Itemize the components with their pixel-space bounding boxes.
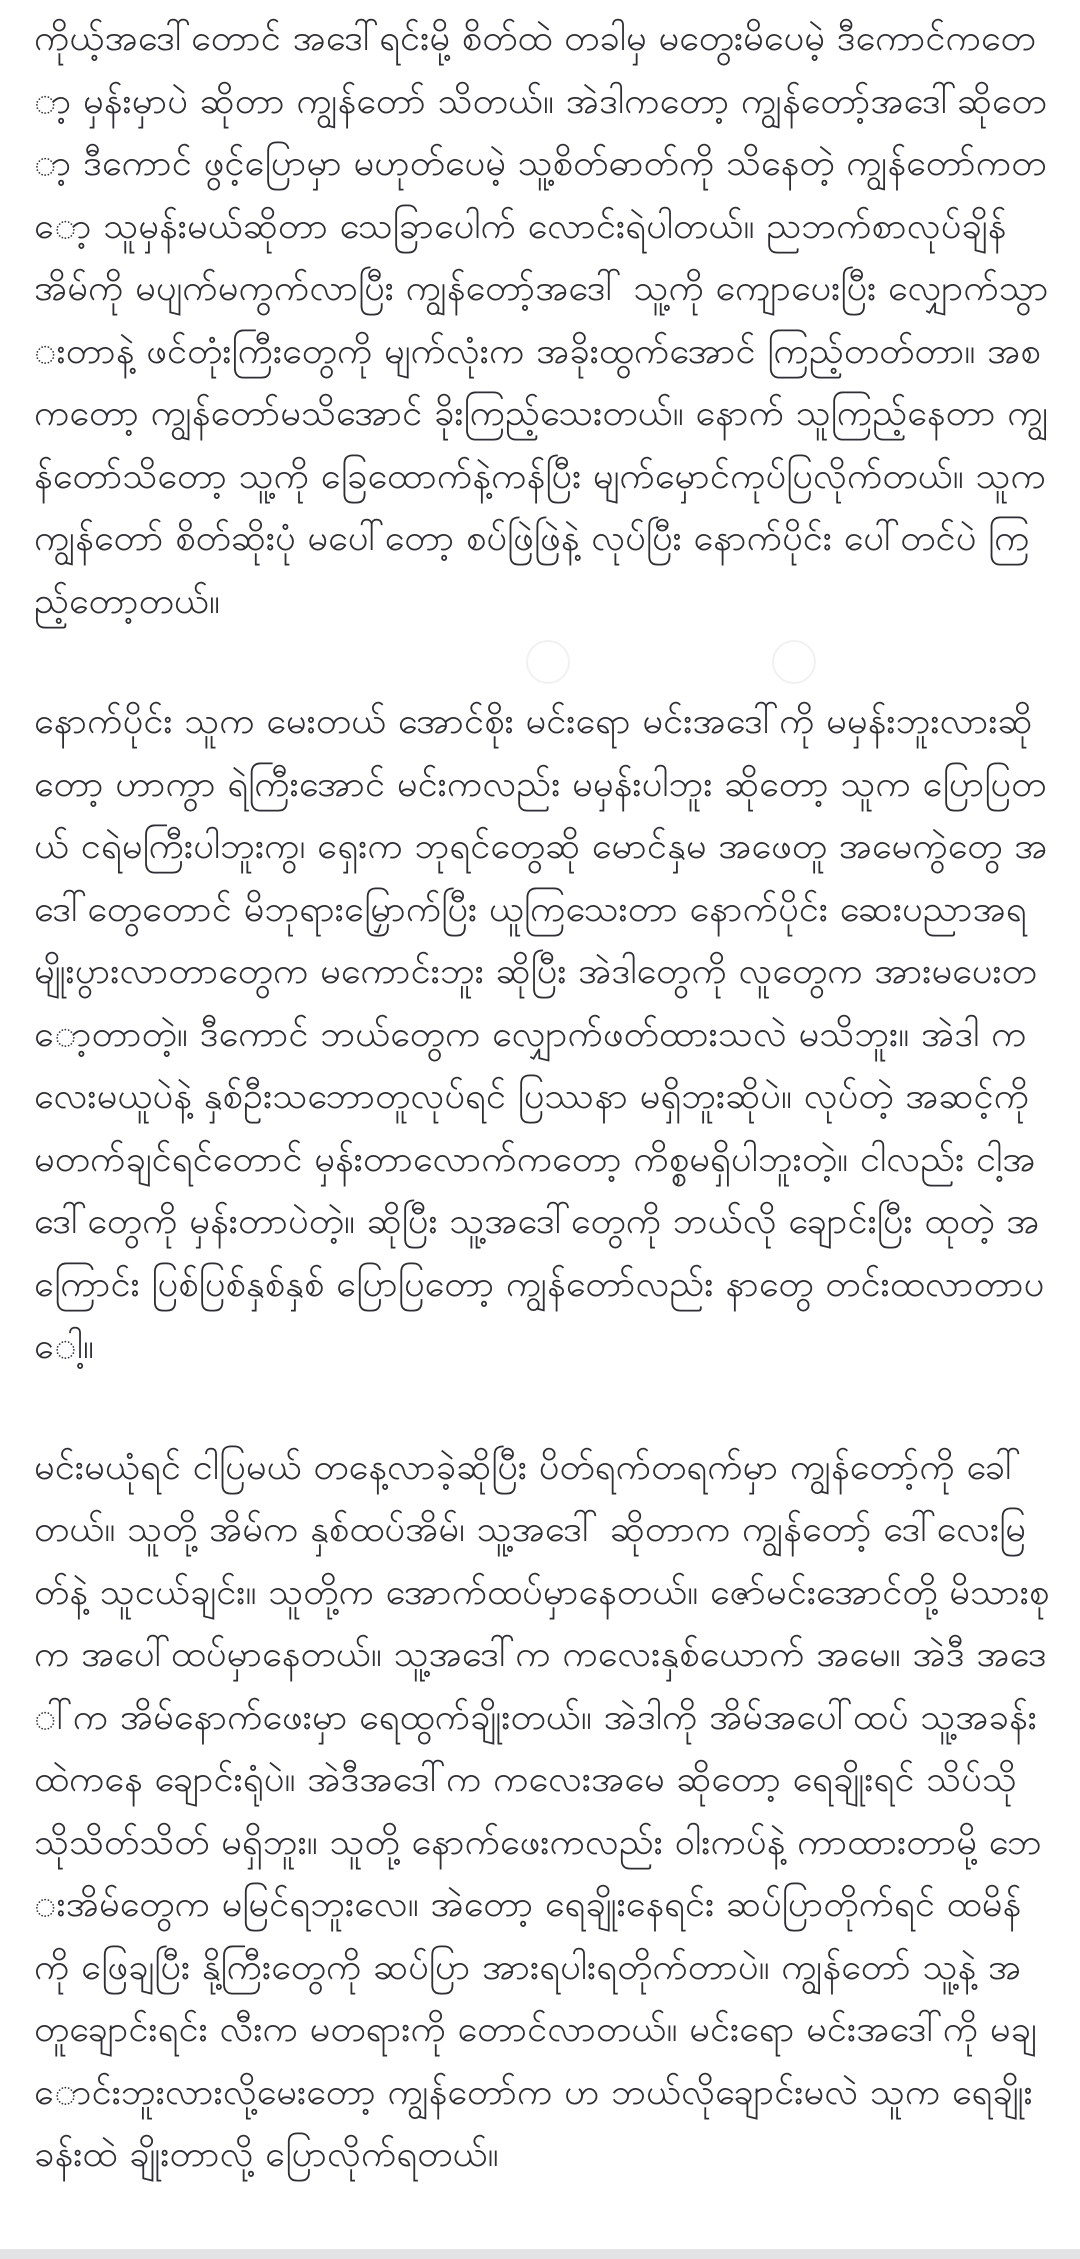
article-paragraph-2: နောက်ပိုင်း သူက မေးတယ် အောင်စိုး မင်းရော မင်းအဒေါ်ကို မမှန်းဘူးလားဆိုတော့ ဟာကွာ ရဲကြီးအောင် မင်းကလည်း မမှန်းပါဘူး ဆိုတော့ သူက ပြောပြတယ် ငရဲမကြီးပါဘူးကွ၊ ရှေးက ဘုရင်တွေဆို မောင်နှမ အဖေတူ အမေကွဲတွေ အဒေါ်တွေတောင် မိဘုရားမြှောက်ပြီး ယူကြသေးတာ နောက်ပိုင်း ဆေးပညာအရ မျိုးပွားလာတာတွေက မကောင်းဘူး ဆိုပြီး အဲဒါတွေကို လူတွေက အားမပေးတော့တာတဲ့။ ဒီကောင် ဘယ်တွေက လျှောက်ဖတ်ထားသလဲ မသိဘူး။ အဲဒါ ကလေးမယူပဲနဲ့ နှစ်ဦးသဘောတူလုပ်ရင် ပြဿနာ မရှိဘူးဆိုပဲ။ လုပ်တဲ့ အဆင့်ကို မတက်ချင်ရင်တောင် မှန်းတာလောက်ကတော့ ကိစ္စမရှိပါဘူးတဲ့။ ငါလည်း ငါ့အဒေါ်တွေကို မှန်းတာပဲတဲ့။ ဆိုပြီး သူ့အဒေါ်တွေကို ဘယ်လို ချောင်းပြီး ထုတဲ့ အကြောင်း ပြစ်ပြစ်နှစ်နှစ် ပြောပြတော့ ကျွန်တော်လည်း နာတွေ တင်းထလာတာပေါ့။: [34, 701, 1048, 1367]
faint-watermark-circle: [526, 640, 570, 684]
bottom-edge-bar: [0, 2249, 1080, 2259]
faint-watermark-circle: [772, 640, 816, 684]
article-paragraph-1: ကိုယ့်အဒေါ်တောင် အဒေါ်ရင်းမို့ စိတ်ထဲ တခါမှ မတွေးမိပေမဲ့ ဒီကောင်ကတော့ မှန်းမှာပဲ ဆိုတာ ကျွန်တော် သိတယ်။ အဲဒါကတော့ ကျွန်တော့်အဒေါ်ဆိုတော့ ဒီကောင် ဖွင့်ပြောမှာ မဟုတ်ပေမဲ့ သူ့စိတ်ဓာတ်ကို သိနေတဲ့ ကျွန်တော်ကတော့ သူမှန်းမယ်ဆိုတာ သေခြာပေါက် လောင်းရဲပါတယ်။ ညဘက်စာလုပ်ချိန် အိမ်ကို မပျက်မကွက်လာပြီး ကျွန်တော့်အဒေါ် သူ့ကို ကျောပေးပြီး လျှောက်သွားတာနဲ့ ဖင်တုံးကြီးတွေကို မျက်လုံးက အခိုးထွက်အောင် ကြည့်တတ်တာ။ အစကတော့ ကျွန်တော်မသိအောင် ခိုးကြည့်သေးတယ်။ နောက် သူကြည့်နေတာ ကျွန်တော်သိတော့ သူ့ကို ခြေထောက်နဲ့ကန်ပြီး မျက်မှောင်ကုပ်ပြလိုက်တယ်။ သူက ကျွန်တော် စိတ်ဆိုးပုံ မပေါ်တော့ စပ်ဖြဲဖြဲနဲ့ လုပ်ပြီး နောက်ပိုင်း ပေါ်တင်ပဲ ကြည့်တော့တယ်။: [34, 18, 1058, 622]
article-paragraph-3: မင်းမယုံရင် ငါပြမယ် တနေ့လာခဲ့ဆိုပြီး ပိတ်ရက်တရက်မှာ ကျွန်တော့်ကို ခေါ်တယ်။ သူတို့ အိမ်က နှစ်ထပ်အိမ်၊ သူ့အဒေါ် ဆိုတာက ကျွန်တော့် ဒေါ်လေးမြတ်နဲ့ သူငယ်ချင်း။ သူတို့က အောက်ထပ်မှာနေတယ်။ ဇော်မင်းအောင်တို့ မိသားစုက အပေါ်ထပ်မှာနေတယ်။ သူ့အဒေါ်က ကလေးနှစ်ယောက် အမေ။ အဲဒီ အဒေါ်က အိမ်နောက်ဖေးမှာ ရေထွက်ချိုးတယ်။ အဲဒါကို အိမ်အပေါ်ထပ် သူ့အခန်းထဲကနေ ချောင်းရုံပဲ။ အဲဒီအဒေါ်က ကလေးအမေ ဆိုတော့ ရေချိုးရင် သိပ်သိုသိုသိတ်သိတ် မရှိဘူး။ သူတို့ နောက်ဖေးကလည်း ဝါးကပ်နဲ့ ကာထားတာမို့ ဘေးအိမ်တွေက မမြင်ရဘူးလေ။ အဲတော့ ရေချိုးနေရင်း ဆပ်ပြာတိုက်ရင် ထမိန်ကို ဖြေချပြီး နို့ကြီးတွေကို ဆပ်ပြာ အားရပါးရတိုက်တာပဲ။ ကျွန်တော် သူ့နဲ့ အတူချောင်းရင်း လီးက မတရားကို တောင်လာတယ်။ မင်းရော မင်းအဒေါ်ကို မချောင်းဘူးလားလို့မေးတော့ ကျွန်တော်က ဟ ဘယ်လိုချောင်းမလဲ သူက ရေချိုးခန်းထဲ ချိုးတာလို့ ပြောလိုက်ရတယ်။: [34, 1446, 1050, 2175]
